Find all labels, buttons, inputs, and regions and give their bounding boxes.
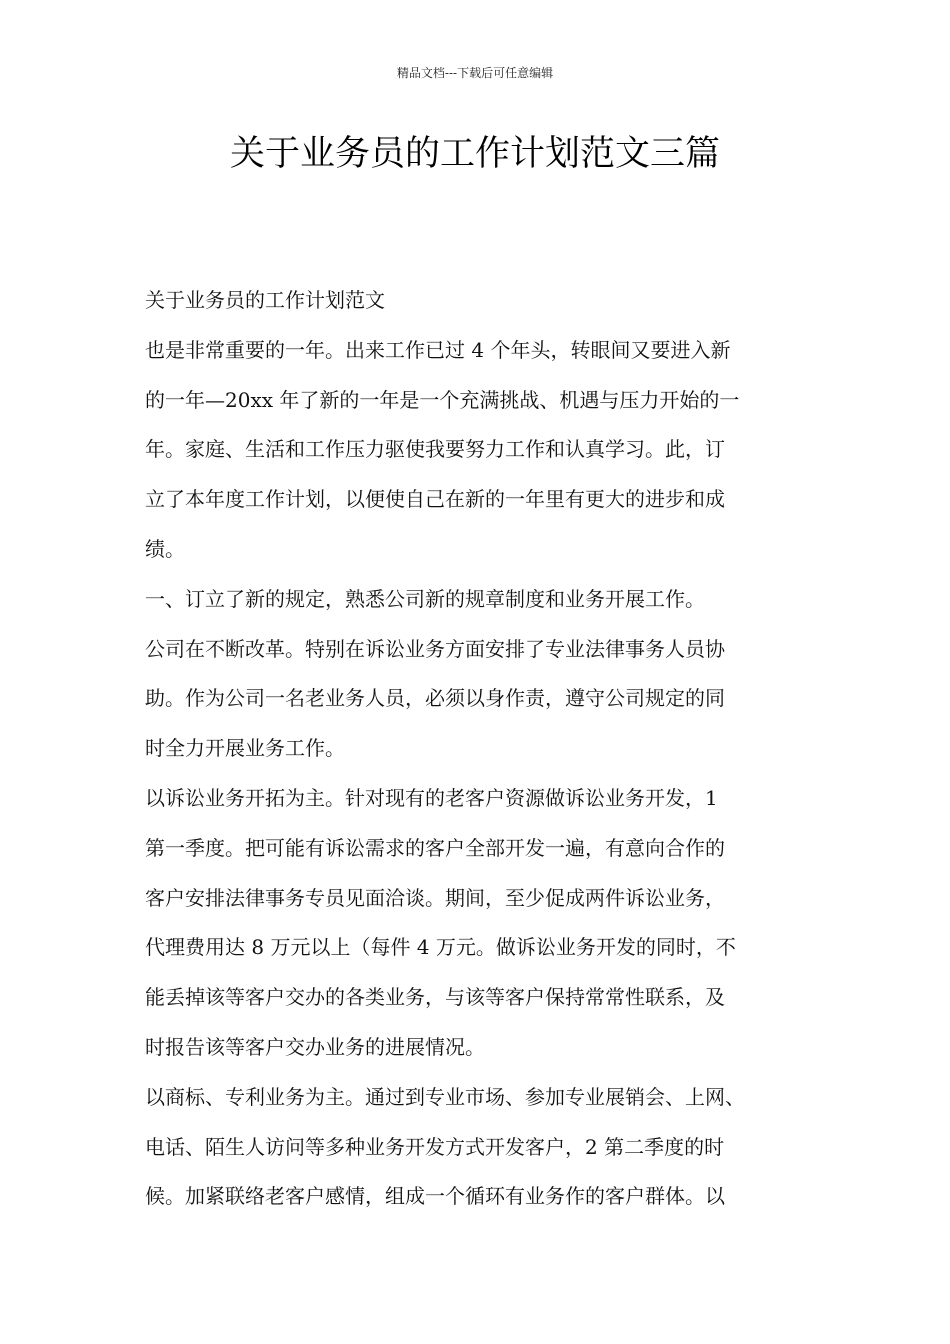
document-body [145,276,835,1222]
body-line: 一、订立了新的规定，熟悉公司新的规章制度和业务开展工作。 [145,586,705,611]
body-line: 时全力开展业务工作。 [145,736,345,761]
body-line: 也是非常重要的一年。出来工作已过 4 个年头，转眼间又要进入新 [145,337,731,362]
body-line: 公司在不断改革。特别在诉讼业务方面安排了专业法律事务人员协 [145,636,725,661]
body-line: 电话、陌生人访问等多种业务开发方式开发客户，2 第二季度的时 [145,1134,725,1159]
header-note: 精品文档---下载后可任意编辑 [396,66,554,80]
body-line: 立了本年度工作计划，以便使自己在新的一年里有更大的进步和成 [145,487,725,512]
body-line: 助。作为公司一名老业务人员，必须以身作责，遵守公司规定的同 [145,686,725,711]
body-line: 候。加紧联络老客户感情，组成一个循环有业务作的客户群体。以 [145,1184,725,1209]
body-line: 能丢掉该等客户交办的各类业务，与该等客户保持常常性联系，及 [145,985,725,1010]
body-line: 年。家庭、生活和工作压力驱使我要努力工作和认真学习。此，订 [145,437,725,462]
document-title: 关于业务员的工作计划范文三篇 [229,134,720,174]
body-line: 以商标、专利业务为主。通过到专业市场、参加专业展销会、上网、 [145,1084,745,1109]
body-line: 关于业务员的工作计划范文 [145,288,385,312]
body-line: 绩。 [145,536,185,561]
body-line: 的一年—20xx 年了新的一年是一个充满挑战、机遇与压力开始的一 [145,387,740,412]
body-line: 代理费用达 8 万元以上（每件 4 万元。做诉讼业务开发的同时，不 [145,935,736,960]
body-line: 第一季度。把可能有诉讼需求的客户全部开发一遍，有意向合作的 [145,835,725,860]
body-line: 以诉讼业务开拓为主。针对现有的老客户资源做诉讼业务开发，1 [145,785,718,810]
body-line: 客户安排法律事务专员见面洽谈。期间，至少促成两件诉讼业务， [145,885,725,910]
body-line: 时报告该等客户交办业务的进展情况。 [145,1034,485,1059]
